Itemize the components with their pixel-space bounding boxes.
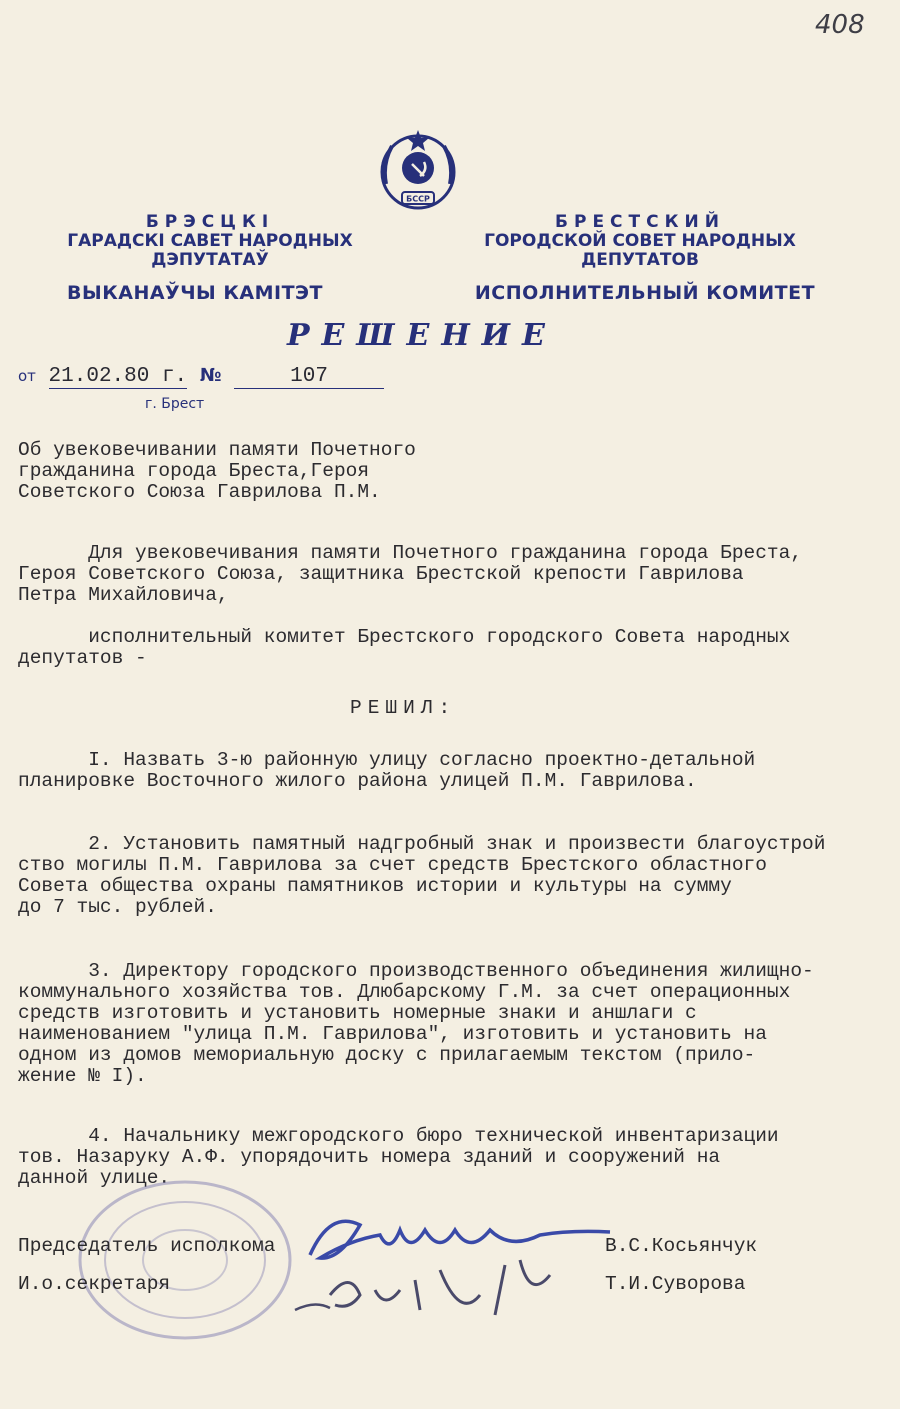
decision-item-2: 2. Установить памятный надгробный знак и произвести благоустрой ство могилы П.М. Гаврилова за счет средств Брестского областного Совета общества охраны памятников истории и культуры на сумму до 7 тыс. рублей. [18, 833, 826, 918]
decision-item-3: 3. Директору городского производственного объединения жилищно- коммунального хозяйства тов. Длюбарскому Г.М. за счет операционных средств изготовить и установить номерные знаки и аншлаги с наименованием "улица П.М. Гаврилова", изготовить и установить на одном из домов мемориальную доску с прилагаемым текстом (прило- жение № I). [18, 960, 814, 1087]
letterhead-right-line3: ДЕПУТАТОВ [581, 250, 699, 270]
document-title: РЕШЕНИЕ [287, 318, 557, 353]
decision-number: 107 [234, 365, 384, 389]
number-label: № [199, 365, 222, 386]
decided-heading: РЕШИЛ: [350, 697, 457, 719]
signature-title-chairman: Председатель исполкома [18, 1235, 276, 1257]
decision-item-4: 4. Начальнику межгородского бюро технической инвентаризации тов. Назаруку А.Ф. упорядочить номера зданий и сооружений на данной улице. [18, 1125, 779, 1189]
letterhead-right-line1: БРЕСТСКИЙ [555, 212, 725, 232]
archive-page-number: 408 [815, 10, 865, 40]
letterhead-left [45, 213, 375, 270]
committee-paragraph: исполнительный комитет Брестского городского Совета народных депутатов - [18, 626, 791, 669]
letterhead-left-line3: ДЭПУТАТАЎ [151, 250, 269, 270]
decision-date: 21.02.80 г. [48, 365, 188, 388]
letterhead-right-line2: ГОРОДСКОЙ СОВЕТ НАРОДНЫХ [484, 231, 796, 251]
date-line [18, 365, 384, 389]
date-from-label: от [18, 367, 36, 385]
organ-right: ИСПОЛНИТЕЛЬНЫЙ КОМИТЕТ [474, 282, 816, 304]
bssr-emblem-icon [372, 124, 464, 216]
signature-name-chairman: В.С.Косьянчук [605, 1235, 758, 1257]
emblem-text: БССР [406, 194, 430, 204]
decision-subject: Об увековечивании памяти Почетного гражданина города Бреста,Героя Советского Союза Гаврилова П.М. [18, 439, 416, 503]
signature-name-secretary: Т.И.Суворова [605, 1273, 746, 1295]
letterhead-right [470, 213, 810, 270]
letterhead-left-line2: ГАРАДСКІ САВЕТ НАРОДНЫХ [67, 231, 353, 251]
letterhead-left-line1: БРЭСЦКІ [145, 212, 275, 232]
organ-left: ВЫКАНАЎЧЫ КАМІТЭТ [67, 282, 323, 304]
place-of-issue: г. Брест [145, 396, 205, 412]
handwritten-signatures-icon [290, 1200, 620, 1330]
decision-item-1: I. Назвать 3-ю районную улицу согласно проектно-детальной планировке Восточного жилого района улицей П.М. Гаврилова. [18, 749, 756, 792]
preamble-paragraph: Для увековечивания памяти Почетного гражданина города Бреста, Героя Советского Союза, защитника Брестской крепости Гаврилова Петра Михайловича, [18, 542, 803, 606]
signature-title-secretary: И.о.секретаря [18, 1273, 171, 1295]
